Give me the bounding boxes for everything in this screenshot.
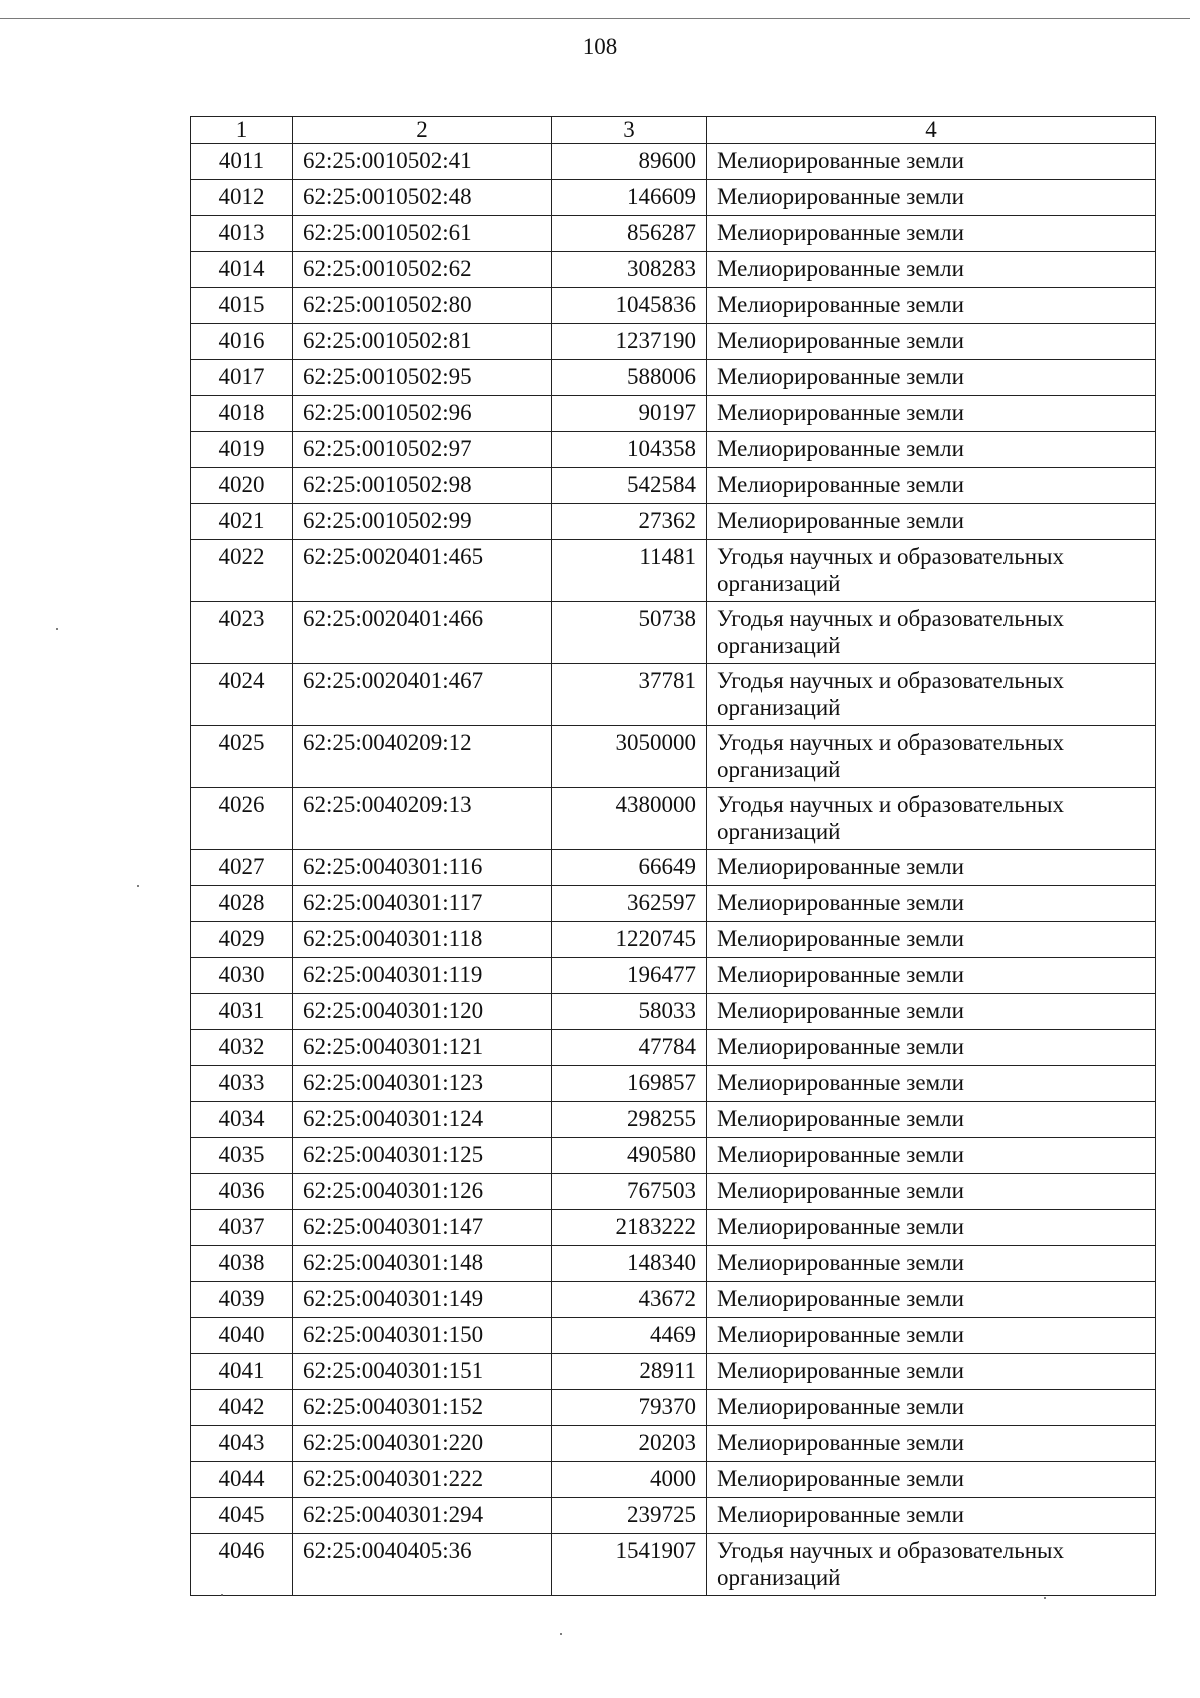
table-row: [191, 922, 1156, 958]
table-row: [191, 540, 1156, 602]
table-row: [191, 958, 1156, 994]
row-number: 4044: [191, 1462, 293, 1498]
land-category: Мелиорированные земли: [707, 180, 1156, 216]
table-row: [191, 180, 1156, 216]
row-number: 4037: [191, 1210, 293, 1246]
table-row: [191, 324, 1156, 360]
land-category: Мелиорированные земли: [707, 1138, 1156, 1174]
land-category: Мелиорированные земли: [707, 360, 1156, 396]
land-category: Мелиорированные земли: [707, 468, 1156, 504]
row-number: 4019: [191, 432, 293, 468]
cadastral-number: 62:25:0040301:222: [293, 1462, 552, 1498]
cadastral-number: 62:25:0040301:294: [293, 1498, 552, 1534]
area-value: 104358: [552, 432, 707, 468]
row-number: 4014: [191, 252, 293, 288]
cadastral-number: 62:25:0020401:465: [293, 540, 552, 602]
cadastral-number: 62:25:0040301:125: [293, 1138, 552, 1174]
row-number: 4033: [191, 1066, 293, 1102]
land-category: Мелиорированные земли: [707, 288, 1156, 324]
row-number: 4016: [191, 324, 293, 360]
cadastral-number: 62:25:0040301:118: [293, 922, 552, 958]
table-row: [191, 504, 1156, 540]
row-number: 4042: [191, 1390, 293, 1426]
land-category: Мелиорированные земли: [707, 886, 1156, 922]
land-category: Мелиорированные земли: [707, 1174, 1156, 1210]
area-value: 148340: [552, 1246, 707, 1282]
scan-speck: [1044, 1597, 1046, 1599]
area-value: 11481: [552, 540, 707, 602]
row-number: 4039: [191, 1282, 293, 1318]
area-value: 588006: [552, 360, 707, 396]
area-value: 239725: [552, 1498, 707, 1534]
row-number: 4040: [191, 1318, 293, 1354]
land-category: Угодья научных и образовательных организаций: [707, 726, 1156, 788]
row-number: 4030: [191, 958, 293, 994]
land-category: Мелиорированные земли: [707, 922, 1156, 958]
table-row: [191, 216, 1156, 252]
area-value: 20203: [552, 1426, 707, 1462]
table-row: [191, 1102, 1156, 1138]
land-category: Мелиорированные земли: [707, 1282, 1156, 1318]
table-row: [191, 1318, 1156, 1354]
row-number: 4025: [191, 726, 293, 788]
cadastral-number: 62:25:0040301:124: [293, 1102, 552, 1138]
area-value: 542584: [552, 468, 707, 504]
area-value: 66649: [552, 850, 707, 886]
land-category: Мелиорированные земли: [707, 144, 1156, 180]
row-number: 4023: [191, 602, 293, 664]
area-value: 37781: [552, 664, 707, 726]
area-value: 490580: [552, 1138, 707, 1174]
land-category: Мелиорированные земли: [707, 396, 1156, 432]
land-register-table: [190, 116, 1156, 1596]
area-value: 4000: [552, 1462, 707, 1498]
cadastral-number: 62:25:0040301:116: [293, 850, 552, 886]
land-category: Мелиорированные земли: [707, 1102, 1156, 1138]
cadastral-number: 62:25:0040301:121: [293, 1030, 552, 1066]
table-row: [191, 1390, 1156, 1426]
cadastral-number: 62:25:0010502:41: [293, 144, 552, 180]
land-category: Мелиорированные земли: [707, 432, 1156, 468]
cadastral-number: 62:25:0020401:466: [293, 602, 552, 664]
row-number: 4045: [191, 1498, 293, 1534]
area-value: 1237190: [552, 324, 707, 360]
cadastral-number: 62:25:0010502:98: [293, 468, 552, 504]
table-row: [191, 360, 1156, 396]
scan-speck: [137, 885, 139, 887]
table-row: [191, 1426, 1156, 1462]
cadastral-number: 62:25:0040405:36: [293, 1534, 552, 1596]
column-header-number: 1: [191, 117, 293, 144]
land-category: Мелиорированные земли: [707, 1462, 1156, 1498]
row-number: 4011: [191, 144, 293, 180]
table-row: [191, 664, 1156, 726]
cadastral-number: 62:25:0010502:97: [293, 432, 552, 468]
table-row: [191, 144, 1156, 180]
area-value: 4469: [552, 1318, 707, 1354]
cadastral-number: 62:25:0040301:152: [293, 1390, 552, 1426]
cadastral-number: 62:25:0040301:151: [293, 1354, 552, 1390]
land-category: Мелиорированные земли: [707, 1354, 1156, 1390]
row-number: 4029: [191, 922, 293, 958]
area-value: 79370: [552, 1390, 707, 1426]
cadastral-number: 62:25:0040209:12: [293, 726, 552, 788]
scan-speck: [560, 1633, 562, 1635]
area-value: 2183222: [552, 1210, 707, 1246]
cadastral-number: 62:25:0020401:467: [293, 664, 552, 726]
area-value: 3050000: [552, 726, 707, 788]
land-category: Мелиорированные земли: [707, 504, 1156, 540]
land-category: Мелиорированные земли: [707, 252, 1156, 288]
row-number: 4013: [191, 216, 293, 252]
row-number: 4035: [191, 1138, 293, 1174]
land-category: Мелиорированные земли: [707, 850, 1156, 886]
land-category: Мелиорированные земли: [707, 1498, 1156, 1534]
cadastral-number: 62:25:0040209:13: [293, 788, 552, 850]
table-row: [191, 886, 1156, 922]
area-value: 767503: [552, 1174, 707, 1210]
area-value: 58033: [552, 994, 707, 1030]
row-number: 4046: [191, 1534, 293, 1596]
row-number: 4032: [191, 1030, 293, 1066]
area-value: 50738: [552, 602, 707, 664]
cadastral-number: 62:25:0010502:61: [293, 216, 552, 252]
cadastral-number: 62:25:0010502:96: [293, 396, 552, 432]
table-row: [191, 1210, 1156, 1246]
table-row: [191, 1534, 1156, 1596]
land-category: Угодья научных и образовательных организаций: [707, 602, 1156, 664]
cadastral-number: 62:25:0010502:62: [293, 252, 552, 288]
table-row: [191, 1462, 1156, 1498]
area-value: 47784: [552, 1030, 707, 1066]
table-body: [191, 144, 1156, 1596]
table-row: [191, 1066, 1156, 1102]
cadastral-number: 62:25:0040301:126: [293, 1174, 552, 1210]
page-number: 108: [582, 34, 618, 59]
scan-edge-line: [0, 18, 1190, 19]
area-value: 362597: [552, 886, 707, 922]
row-number: 4036: [191, 1174, 293, 1210]
cadastral-number: 62:25:0040301:220: [293, 1426, 552, 1462]
table-row: [191, 850, 1156, 886]
land-category: Угодья научных и образовательных организаций: [707, 540, 1156, 602]
cadastral-number: 62:25:0040301:117: [293, 886, 552, 922]
land-category: Мелиорированные земли: [707, 216, 1156, 252]
land-category: Мелиорированные земли: [707, 1210, 1156, 1246]
land-category: Мелиорированные земли: [707, 958, 1156, 994]
land-category: Угодья научных и образовательных организаций: [707, 664, 1156, 726]
row-number: 4043: [191, 1426, 293, 1462]
row-number: 4018: [191, 396, 293, 432]
land-category: Угодья научных и образовательных организаций: [707, 788, 1156, 850]
row-number: 4026: [191, 788, 293, 850]
area-value: 27362: [552, 504, 707, 540]
table-row: [191, 602, 1156, 664]
table-row: [191, 432, 1156, 468]
column-header-cadastral: 2: [293, 117, 552, 144]
area-value: 298255: [552, 1102, 707, 1138]
table-row: [191, 288, 1156, 324]
land-category: Мелиорированные земли: [707, 324, 1156, 360]
table-row: [191, 252, 1156, 288]
cadastral-number: 62:25:0040301:149: [293, 1282, 552, 1318]
area-value: 43672: [552, 1282, 707, 1318]
row-number: 4031: [191, 994, 293, 1030]
area-value: 1220745: [552, 922, 707, 958]
table-row: [191, 788, 1156, 850]
area-value: 146609: [552, 180, 707, 216]
row-number: 4020: [191, 468, 293, 504]
land-category: Угодья научных и образовательных организаций: [707, 1534, 1156, 1596]
area-value: 856287: [552, 216, 707, 252]
cadastral-number: 62:25:0040301:123: [293, 1066, 552, 1102]
row-number: 4012: [191, 180, 293, 216]
cadastral-number: 62:25:0040301:119: [293, 958, 552, 994]
column-header-area: 3: [552, 117, 707, 144]
table-row: [191, 994, 1156, 1030]
cadastral-number: 62:25:0010502:80: [293, 288, 552, 324]
land-category: Мелиорированные земли: [707, 1390, 1156, 1426]
table-header-row: [191, 117, 1156, 144]
land-category: Мелиорированные земли: [707, 1318, 1156, 1354]
cadastral-number: 62:25:0010502:48: [293, 180, 552, 216]
table-row: [191, 726, 1156, 788]
area-value: 4380000: [552, 788, 707, 850]
table-row: [191, 468, 1156, 504]
cadastral-number: 62:25:0040301:148: [293, 1246, 552, 1282]
area-value: 89600: [552, 144, 707, 180]
table-row: [191, 1174, 1156, 1210]
table-row: [191, 396, 1156, 432]
table-row: [191, 1498, 1156, 1534]
row-number: 4022: [191, 540, 293, 602]
land-category: Мелиорированные земли: [707, 994, 1156, 1030]
table-row: [191, 1246, 1156, 1282]
cadastral-number: 62:25:0010502:81: [293, 324, 552, 360]
column-header-category: 4: [707, 117, 1156, 144]
row-number: 4028: [191, 886, 293, 922]
cadastral-number: 62:25:0040301:120: [293, 994, 552, 1030]
area-value: 28911: [552, 1354, 707, 1390]
row-number: 4015: [191, 288, 293, 324]
table-row: [191, 1282, 1156, 1318]
land-category: Мелиорированные земли: [707, 1246, 1156, 1282]
cadastral-number: 62:25:0010502:99: [293, 504, 552, 540]
area-value: 169857: [552, 1066, 707, 1102]
land-category: Мелиорированные земли: [707, 1066, 1156, 1102]
table-row: [191, 1138, 1156, 1174]
table-row: [191, 1354, 1156, 1390]
cadastral-number: 62:25:0040301:147: [293, 1210, 552, 1246]
row-number: 4034: [191, 1102, 293, 1138]
area-value: 1541907: [552, 1534, 707, 1596]
scan-speck: [56, 628, 58, 630]
scan-speck: [221, 1594, 223, 1596]
table-row: [191, 1030, 1156, 1066]
area-value: 90197: [552, 396, 707, 432]
row-number: 4024: [191, 664, 293, 726]
row-number: 4027: [191, 850, 293, 886]
land-category: Мелиорированные земли: [707, 1030, 1156, 1066]
land-category: Мелиорированные земли: [707, 1426, 1156, 1462]
area-value: 308283: [552, 252, 707, 288]
row-number: 4041: [191, 1354, 293, 1390]
cadastral-number: 62:25:0040301:150: [293, 1318, 552, 1354]
area-value: 196477: [552, 958, 707, 994]
row-number: 4017: [191, 360, 293, 396]
row-number: 4038: [191, 1246, 293, 1282]
area-value: 1045836: [552, 288, 707, 324]
cadastral-number: 62:25:0010502:95: [293, 360, 552, 396]
row-number: 4021: [191, 504, 293, 540]
